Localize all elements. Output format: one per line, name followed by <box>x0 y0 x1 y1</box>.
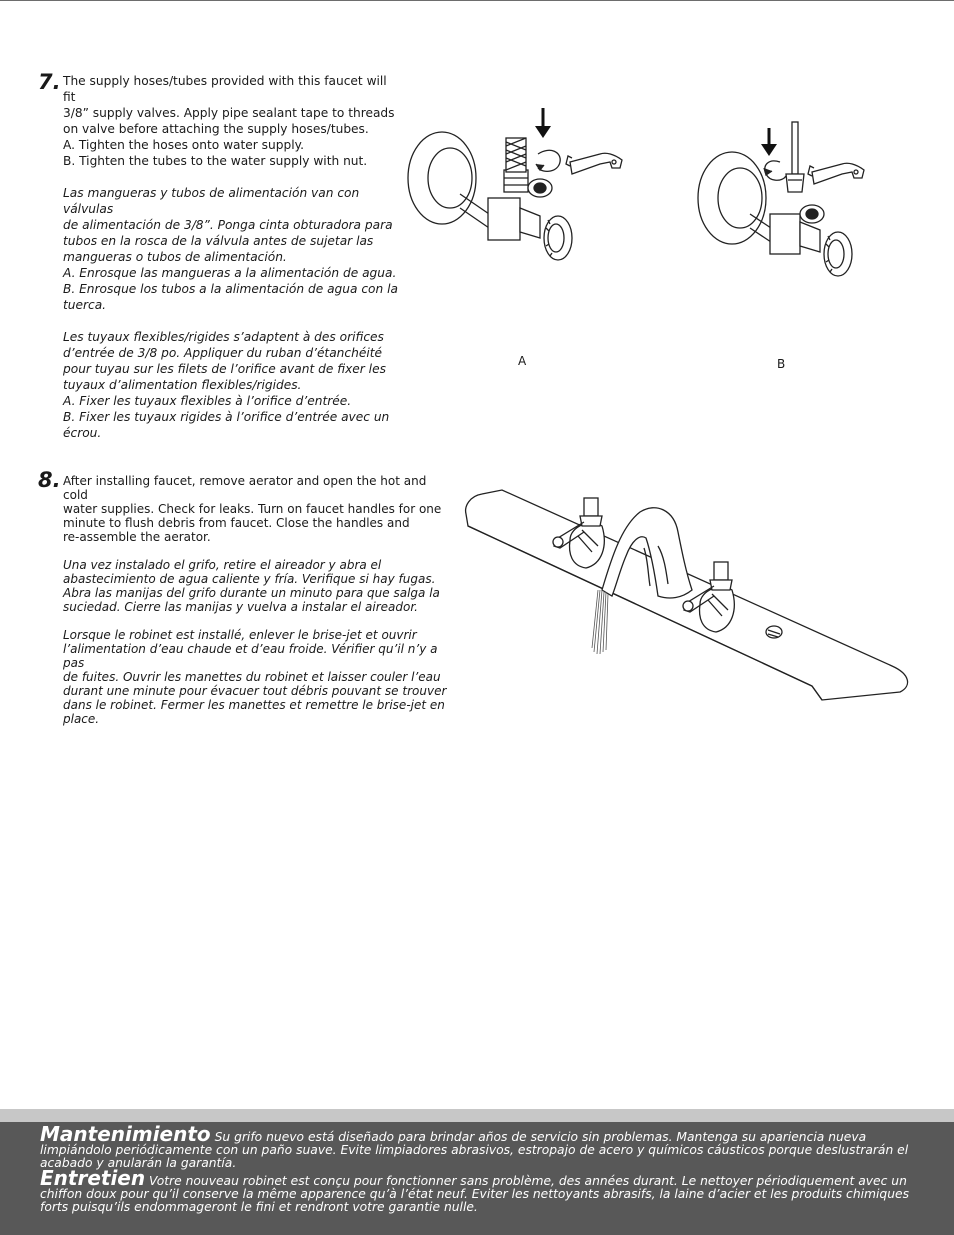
maintenance-text-es: Su grifo nuevo está diseñado para brindar años de servicio sin problemas. Mantenga su apariencia nueva limpiándolo periódicamente con un paño suave. Evite limpiadores abrasivos, estropajo de acero y químicos cáusticos porque deslustrarán el acabado y anularán la garantía. <box>40 1130 909 1170</box>
maintenance-heading-es: Mantenimiento <box>40 1122 211 1146</box>
step-text-en: The supply hoses/tubes provided with this faucet will fit 3/8” supply valves. Apply pipe sealant tape to threads on valve before attaching the supply hoses/tubes. A. Tighten the hoses onto water supply. B. Tighten the tubes to the water supply with nut. <box>63 74 395 168</box>
step-text-fr: Les tuyaux flexibles/rigides s’adaptent à des orifices d’entrée de 3/8 po. Appliquer du ruban d’étanchéité pour tuyau sur les filets de l’orifice avant de fixer les tuyaux d’alimentation flexibles/rigides. A. Fixer les tuyaux flexibles à l’orifice d’entrée. B. Fixer les tuyaux rigides à l’orifice d’entrée avec un écrou. <box>63 330 390 440</box>
step-text-es: Las mangueras y tubos de alimentación van con válvulas de alimentación de 3/8”. Ponga cinta obturadora para tubos en la rosca de la válvula antes de sujetar las mangueras o tubos de alimentación. A. Enrosque las mangueras a la alimentación de agua. B. Enrosque los tubos a la alimentación de agua con la tuerca. <box>63 186 398 312</box>
maintenance-text-fr: Votre nouveau robinet est conçu pour fonctionner sans problème, des années durant. Le nettoyer périodiquement avec un chiffon doux pour qu’il conserve la même apparence qu’à l’état neuf. Eviter les nettoyants abrasifs, la laine d’acier et les produits chimiques forts puisqu’ils endommageront le fini et rendront votre garantie nulle. <box>40 1174 909 1214</box>
step-body <box>63 73 403 441</box>
supply-hose-illustration <box>400 98 625 303</box>
top-rule <box>0 0 954 1</box>
step-number: 8. <box>38 468 61 492</box>
figure-label-a: A <box>518 354 527 368</box>
supply-tube-illustration <box>690 118 915 323</box>
band-cap <box>0 1109 954 1122</box>
step-text-es: Una vez instalado el grifo, retire el aireador y abra el abastecimiento de agua caliente y fría. Verifique si hay fugas. Abra las manijas del grifo durante un minuto para que salga la suciedad. Cierre las manijas y vuelva a instalar el aireador. <box>63 558 440 614</box>
step-text-fr: Lorsque le robinet est installé, enlever le brise-jet et ouvrir l’alimentation d’eau chaude et d’eau froide. Vérifier qu’il n’y a pas de fuites. Ouvrir les manettes du robinet et laisser couler l’eau durant une minute pour évacuer tout débris pouvant se trouver dans le robinet. Fermer les manettes et remettre le brise-jet en place. <box>63 628 447 726</box>
figure-label-b: B <box>777 357 786 371</box>
step-number: 7. <box>38 70 61 94</box>
maintenance-heading-fr: Entretien <box>40 1166 146 1190</box>
step-body <box>63 474 453 726</box>
step-text-en: After installing faucet, remove aerator and open the hot and cold water supplies. Check for leaks. Turn on faucet handles for one minute to flush debris from faucet. Close the handles and re-assemble the aerator. <box>63 474 442 544</box>
maintenance-fr <box>40 1166 920 1214</box>
faucet-flushing-illustration <box>462 486 916 702</box>
maintenance-es <box>40 1122 920 1170</box>
